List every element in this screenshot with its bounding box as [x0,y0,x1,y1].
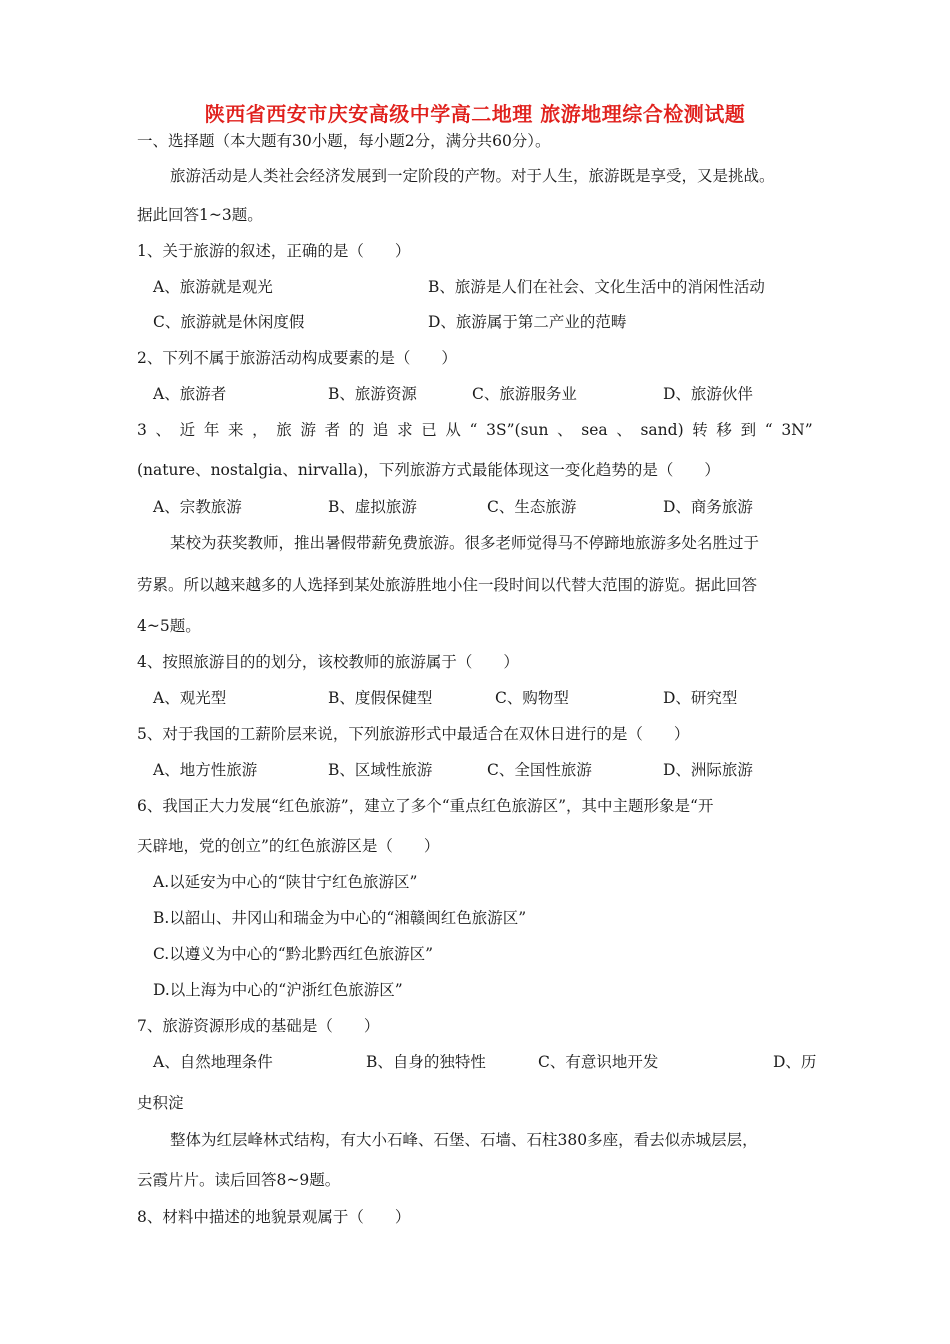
stem-word: sand) [640,421,684,439]
option-b: B、旅游资源 [328,385,417,403]
option-c: C、有意识地开发 [538,1053,659,1071]
stem-word: 、 [616,421,632,439]
stem-word: 、 [557,421,573,439]
stem-word: 旅 [276,421,292,439]
question-stem: 天辟地，党的创立”的红色旅游区是（ ） [137,837,440,855]
option-a: A、自然地理条件 [153,1053,273,1071]
option-c: C、全国性旅游 [487,761,592,779]
option-d: D、旅游伙伴 [663,385,753,403]
option-d: D.以上海为中心的“沪浙红色旅游区” [153,981,403,999]
question-stem: 7、旅游资源形成的基础是（ ） [137,1017,380,1035]
stem-word: 转 [692,421,708,439]
stem-word: 求 [397,421,413,439]
option-d: D、商务旅游 [663,498,753,516]
question-stem: 8、材料中描述的地貌景观属于（ ） [137,1208,411,1226]
stem-word: 的 [348,421,365,439]
intro-paragraph-line: 某校为获奖教师，推出暑假带薪免费旅游。很多老师觉得马不停蹄地旅游多处名胜过于 [170,534,760,552]
stem-word: 者 [324,421,341,439]
stem-word: 移 [716,421,732,439]
option-a: A.以延安为中心的“陕甘宁红色旅游区” [153,873,418,891]
option-d: D、洲际旅游 [663,761,753,779]
exam-title: 陕西省西安市庆安高级中学高二地理 旅游地理综合检测试题 [204,102,746,126]
intro-paragraph-line: 据此回答1~3题。 [137,206,263,224]
option-b: B、自身的独特性 [366,1053,486,1071]
question-stem: 1、关于旅游的叙述，正确的是（ ） [137,242,411,260]
stem-word: 、 [155,421,172,439]
question-stem: 6、我国正大力发展“红色旅游”，建立了多个“重点红色旅游区”，其中主题形象是“开 [137,797,714,815]
option-a: A、旅游就是观光 [153,278,273,296]
option-a: A、宗教旅游 [153,498,242,516]
question-stem: 2、下列不属于旅游活动构成要素的是（ ） [137,349,457,367]
option-b: B.以韶山、井冈山和瑞金为中心的“湘赣闽红色旅游区” [153,909,527,927]
option-b: B、旅游是人们在社会、文化生活中的消闲性活动 [428,278,765,296]
stem-word: 近 [179,421,196,439]
intro-paragraph-line: 旅游活动是人类社会经济发展到一定阶段的产物。对于人生，旅游既是享受，又是挑战。 [170,167,775,185]
option-c: C、生态旅游 [487,498,577,516]
option-c: C、旅游服务业 [472,385,577,403]
option-b: B、虚拟旅游 [328,498,417,516]
option-d: D、旅游属于第二产业的范畴 [428,313,627,331]
option-a: A、旅游者 [153,385,227,403]
stem-word: 从 [445,421,461,439]
option-c: C、旅游就是休闲度假 [153,313,305,331]
stem-word: 到 [740,421,757,439]
question-stem: 5、对于我国的工薪阶层来说，下列旅游形式中最适合在双休日进行的是（ ） [137,725,690,743]
option-d: D、历 [773,1053,817,1071]
section-heading: 一、选择题（本大题有30小题，每小题2分，满分共60分）。 [137,132,551,150]
option-b: B、度假保健型 [328,689,433,707]
option-c: C、购物型 [495,689,569,707]
stem-word: 3N” [781,421,813,439]
stem-word: 3S”(sun [486,421,549,439]
option-d: D、研究型 [663,689,738,707]
stem-word: 追 [372,421,389,439]
stem-word: “ [764,421,773,439]
question-stem: 4、按照旅游目的的划分，该校教师的旅游属于（ ） [137,653,519,671]
stem-word: sea [581,421,608,439]
stem-word: 游 [300,421,316,439]
option-a: A、观光型 [153,689,227,707]
option-a: A、地方性旅游 [153,761,258,779]
intro-paragraph-line: 劳累。所以越来越多的人选择到某处旅游胜地小住一段时间以代替大范围的游览。据此回答 [137,576,758,594]
stem-word: 来 [227,421,244,439]
stem-word: 年 [203,421,220,439]
option-d-continuation: 史积淀 [137,1094,184,1112]
intro-paragraph-line: 4~5题。 [137,617,201,635]
stem-word: 3 [137,421,147,439]
question-stem: (nature、nostalgia、nirvalla)，下列旅游方式最能体现这一变化趋势的是（ ） [137,461,720,479]
stem-word: ， [252,421,268,439]
stem-word: 已 [421,421,437,439]
option-c: C.以遵义为中心的“黔北黔西红色旅游区” [153,945,434,963]
stem-word: “ [469,421,478,439]
intro-paragraph-line: 整体为红层峰林式结构，有大小石峰、石堡、石墙、石柱380多座，看去似赤城层层， [170,1131,758,1149]
question-stem-justified [137,420,813,440]
option-b: B、区域性旅游 [328,761,433,779]
intro-paragraph-line: 云霞片片。读后回答8~9题。 [137,1171,341,1189]
